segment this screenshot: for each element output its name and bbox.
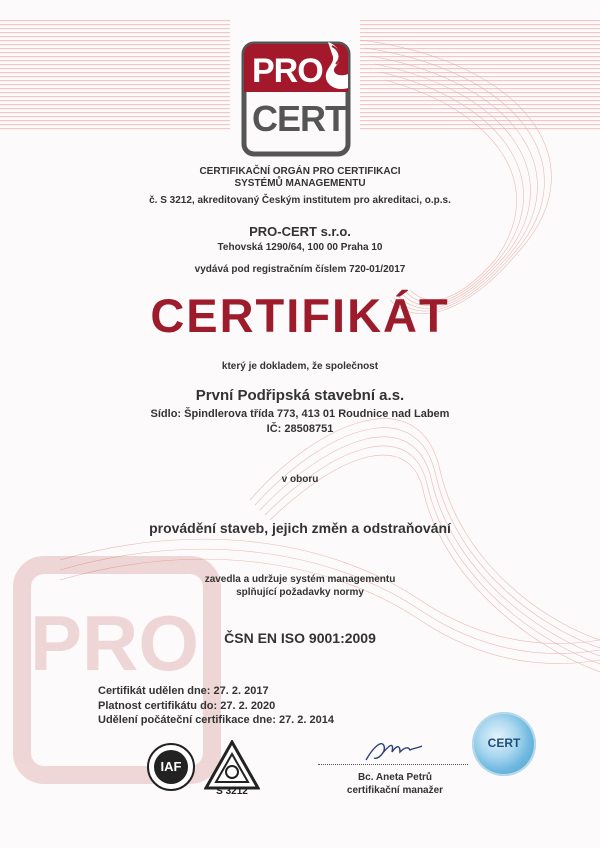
signatory-role: certifikační manažer: [346, 785, 444, 796]
company-seat: Sídlo: Špindlerova třída 773, 413 01 Roudnice nad Labem: [150, 408, 450, 420]
field-label: v oboru: [281, 474, 319, 485]
company-id: IČ: 28508751: [266, 423, 334, 435]
validity-dates: [98, 684, 334, 728]
issuer-address: Tehovská 1290/64, 100 00 Praha 10: [217, 242, 383, 253]
initial-certification-date: Udělení počáteční certifikace dne: 27. 2. 2014: [98, 714, 334, 726]
accreditation-line: č. S 3212, akreditovaný Českým institutem pro akreditaci, o.p.s.: [149, 195, 451, 206]
cai-triangle-icon: [204, 740, 260, 790]
logo-text-pro: PRO: [252, 52, 323, 90]
registration-number: vydává pod registračním číslem 720-01/2017: [194, 264, 406, 275]
issuer-name: PRO-CERT s.r.o.: [249, 224, 351, 239]
hologram-label: CERT: [487, 736, 521, 750]
signatory-name: Bc. Aneta Petrů: [357, 772, 433, 783]
svg-text:PRO: PRO: [30, 599, 200, 687]
statement-line-2: splňující požadavky normy: [236, 587, 364, 598]
signature-line: [318, 764, 468, 765]
signature-icon: [360, 736, 430, 766]
company-name: První Podřipská stavební a.s.: [195, 387, 405, 404]
iaf-mark: [146, 742, 196, 792]
statement-line-1: zavedla a udržuje systém managementu: [204, 574, 396, 585]
intro-text: který je dokladem, že společnost: [221, 361, 379, 372]
cai-mark: [204, 740, 260, 804]
issued-date: Certifikát udělen dne: 27. 2. 2017: [98, 685, 269, 697]
certification-scope: provádění staveb, jejich změn a odstraňování: [149, 520, 451, 536]
valid-until-date: Platnost certifikátu do: 27. 2. 2020: [98, 699, 276, 712]
standard-name: ČSN EN ISO 9001:2009: [224, 630, 376, 646]
header-line-1: CERTIFIKAČNÍ ORGÁN PRO CERTIFIKACI: [199, 166, 401, 177]
iaf-label: IAF: [160, 759, 182, 774]
header-line-2: SYSTÉMŮ MANAGEMENTU: [234, 178, 366, 189]
certificate-title: CERTIFIKÁT: [150, 289, 450, 342]
cai-number: S 3212: [216, 786, 248, 797]
hologram-seal: [472, 712, 536, 776]
pro-cert-logo: [240, 40, 358, 160]
logo-text-cert: CERT: [252, 98, 346, 139]
